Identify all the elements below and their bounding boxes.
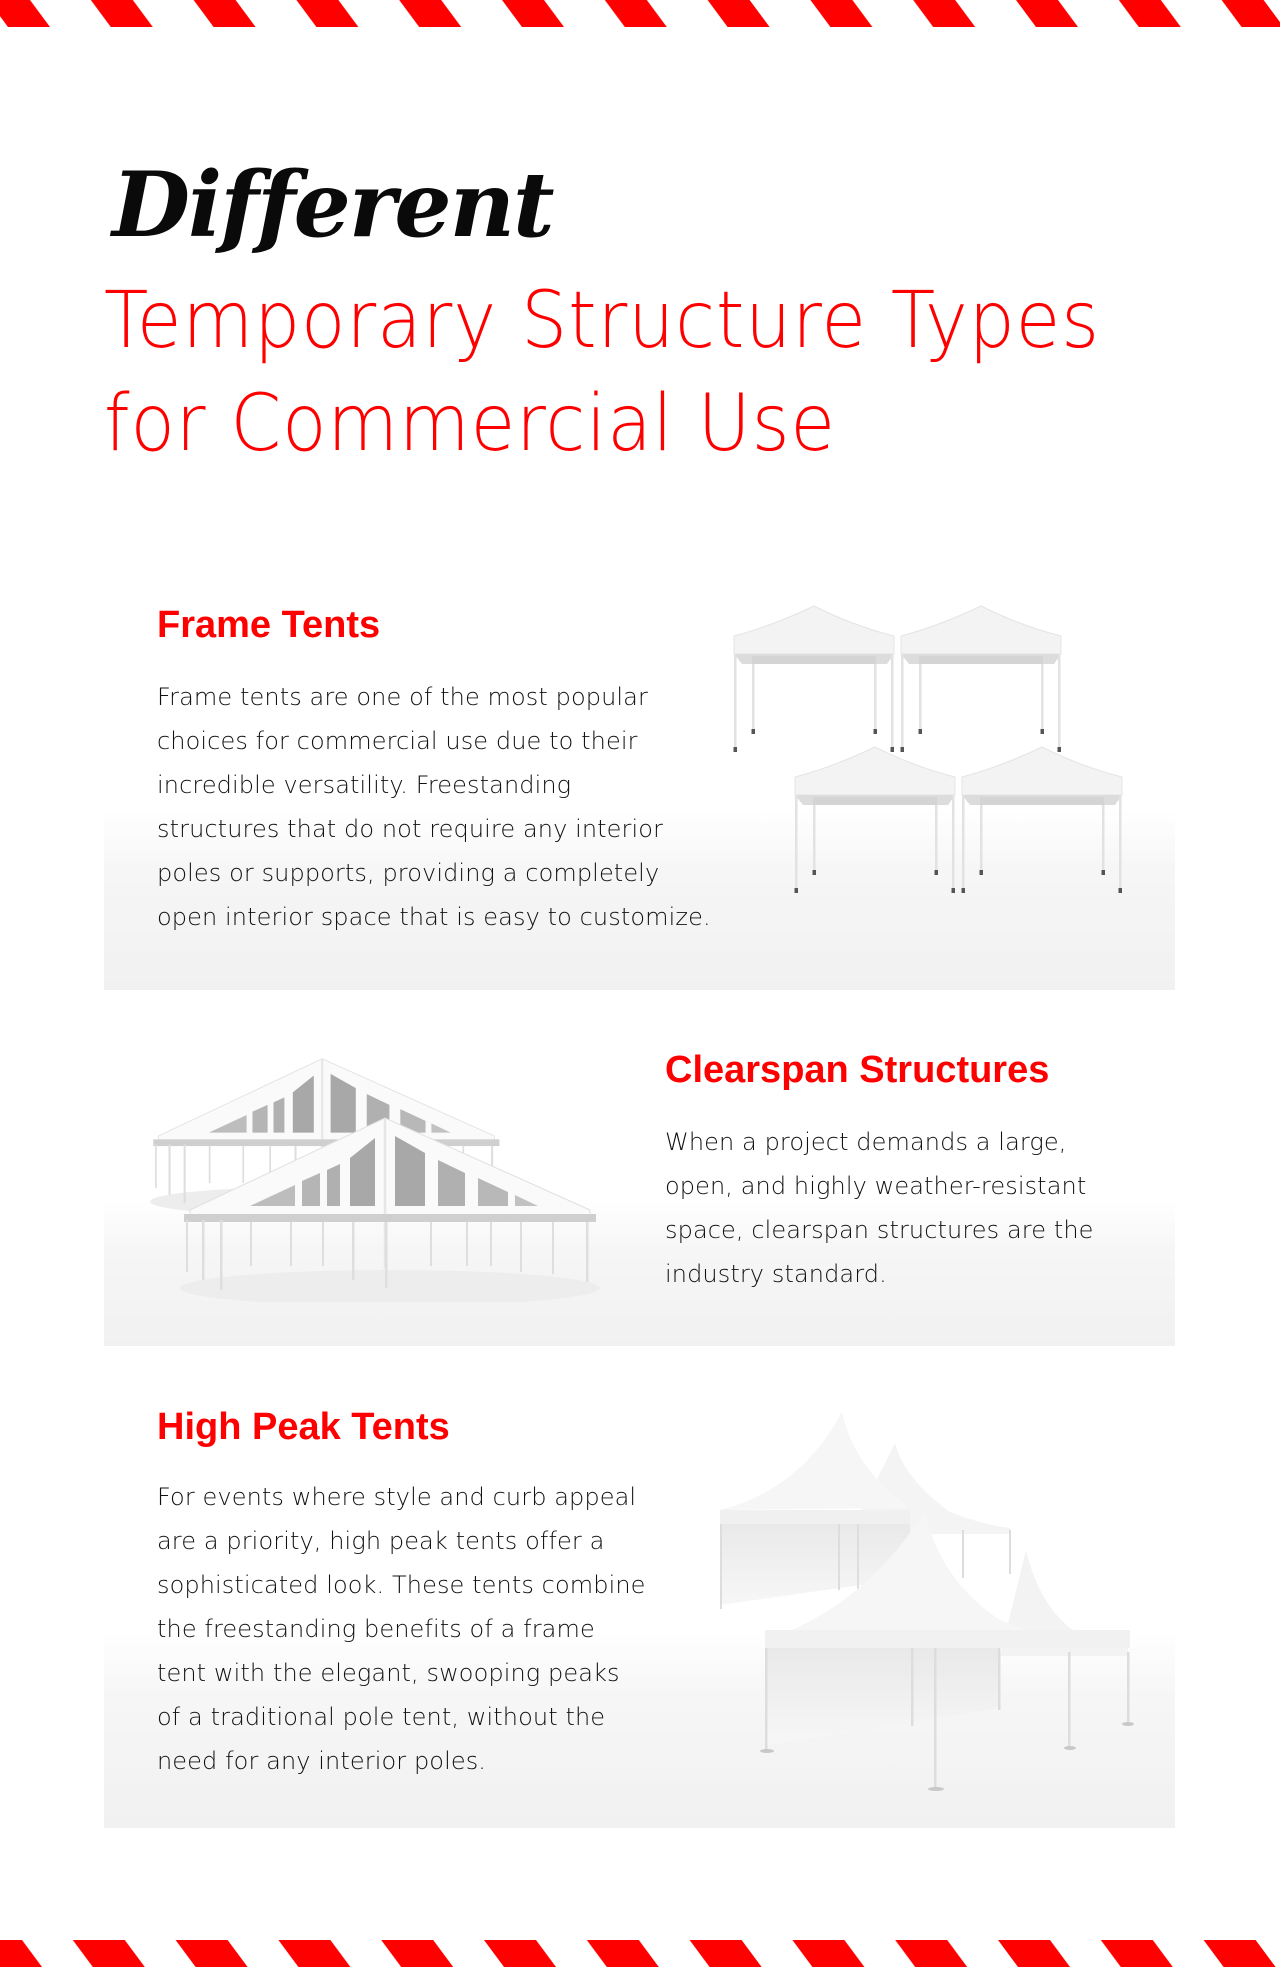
body-line: poles or supports, providing a completely xyxy=(157,859,660,887)
body-line: sophisticated look. These tents combine xyxy=(157,1571,646,1599)
body-line: space, clearspan structures are the xyxy=(665,1216,1094,1244)
page-title xyxy=(104,270,1100,476)
body-line: When a project demands a large, xyxy=(665,1128,1067,1156)
section-body-frame-tents xyxy=(157,675,711,939)
body-line: tent with the elegant, swooping peaks xyxy=(157,1659,620,1687)
top-stripe-border xyxy=(0,0,1280,27)
frame-tents-illustration xyxy=(728,600,1138,904)
clearspan-structures-illustration xyxy=(150,1052,640,1306)
body-line: of a traditional pole tent, without the xyxy=(157,1703,606,1731)
body-line: industry standard. xyxy=(665,1260,887,1288)
body-line: need for any interior poles. xyxy=(157,1747,487,1775)
section-heading-high-peak-tents: High Peak Tents xyxy=(157,1406,450,1448)
body-line: the freestanding benefits of a frame xyxy=(157,1615,595,1643)
high-peak-tents-illustration xyxy=(700,1400,1140,1804)
section-heading-frame-tents: Frame Tents xyxy=(157,604,381,646)
section-heading-clearspan-structures: Clearspan Structures xyxy=(665,1049,1050,1091)
section-body-high-peak-tents xyxy=(157,1475,646,1783)
script-title: Different xyxy=(112,152,553,258)
body-line: open, and highly weather-resistant xyxy=(665,1172,1087,1200)
body-line: are a priority, high peak tents offer a xyxy=(157,1527,605,1555)
body-line: For events where style and curb appeal xyxy=(157,1483,637,1511)
page-title-line-1: Temporary Structure Types xyxy=(104,276,1100,366)
body-line: incredible versatility. Freestanding xyxy=(157,771,572,799)
body-line: open interior space that is easy to customize. xyxy=(157,903,711,931)
page-title-line-2: for Commercial Use xyxy=(104,379,836,469)
body-line: choices for commercial use due to their xyxy=(157,727,638,755)
body-line: Frame tents are one of the most popular xyxy=(157,683,648,711)
section-body-clearspan-structures xyxy=(665,1120,1094,1296)
body-line: structures that do not require any interior xyxy=(157,815,664,843)
bottom-stripe-border xyxy=(0,1940,1280,1967)
